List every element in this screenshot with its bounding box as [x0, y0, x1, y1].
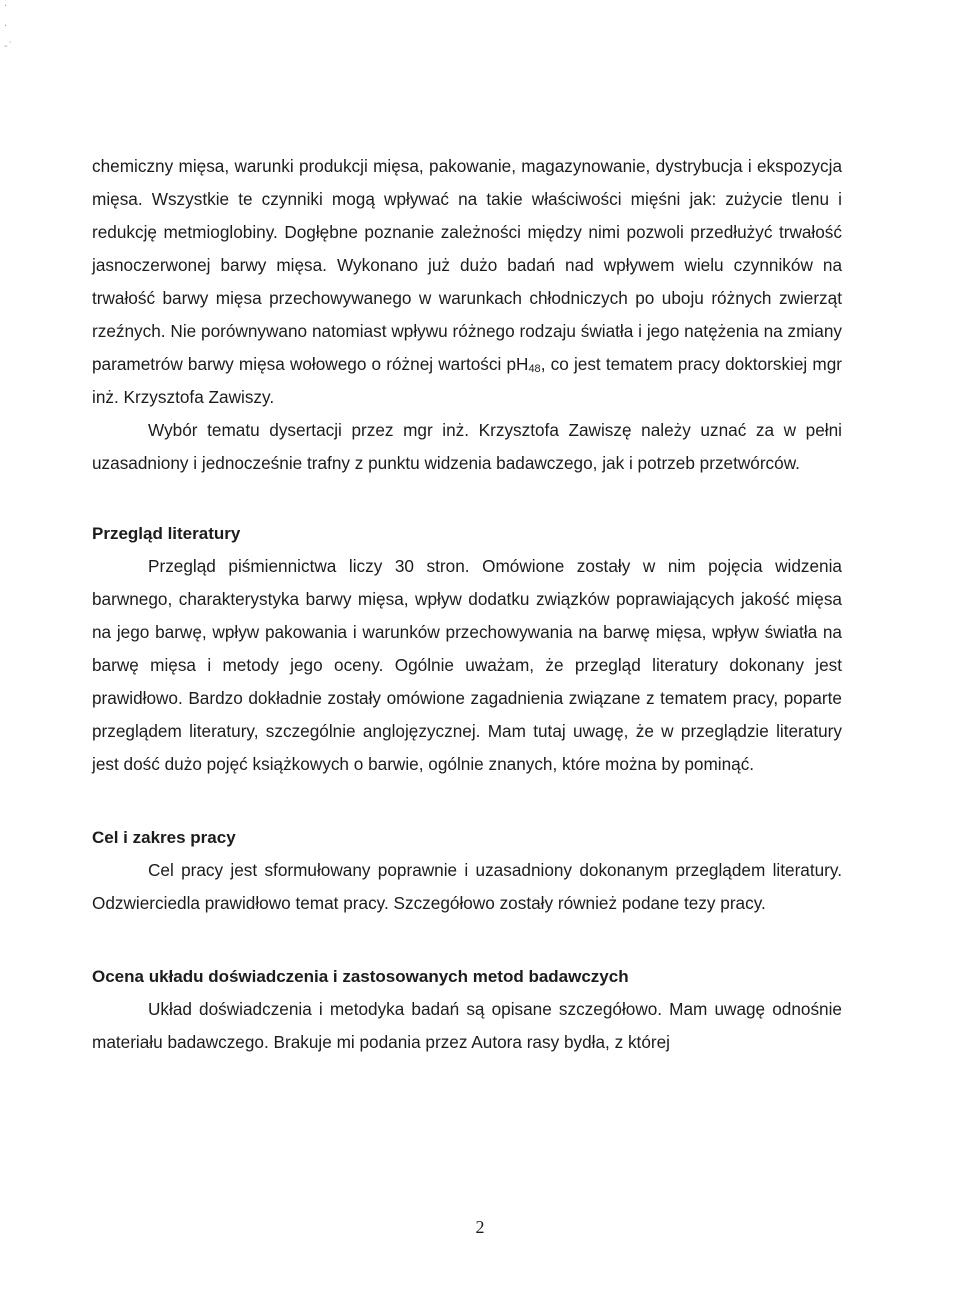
intro-text-end: , co jest tematem pracy doktorskiej mgr inż. Krzysztofa Zawiszy.	[92, 354, 843, 407]
section-heading-literature: Przegląd literatury	[92, 524, 241, 543]
document-body	[92, 150, 842, 1059]
section-body-methods: Układ doświadczenia i metodyka badań są opisane szczegółowo. Mam uwagę odnośnie materiału badawczego. Brakuje mi podania przez Autora rasy bydła, z której	[92, 999, 842, 1052]
topic-paragraph: Wybór tematu dysertacji przez mgr inż. Krzysztofa Zawiszę należy uznać za w pełni uzasadniony i jednocześnie trafny z punktu widzenia badawczego, jak i potrzeb przetwórców.	[92, 420, 842, 473]
page-number: 2	[475, 1217, 485, 1237]
intro-paragraph	[92, 150, 842, 414]
section-heading-aim: Cel i zakres pracy	[92, 828, 236, 847]
section-gap	[92, 920, 842, 960]
intro-text: chemiczny mięsa, warunki produkcji mięsa, pakowanie, magazynowanie, dystrybucja i ekspozycja mięsa. Wszystkie te czynniki mogą wpływać na takie właściwości mięśni jak: zużycie tlenu i redukcję metmioglobiny. Dogłębne poznanie zależności między nimi pozwoli przedłużyć trwałość jasnoczerwonej barwy mięsa. Wykonano już dużo badań nad wpływem wielu czynników na trwałość barwy mięsa przechowywanego w warunkach chłodniczych po uboju różnych zwierząt rzeźnych. Nie porównywano natomiast wpływu różnego rodzaju światła i jego natężenia na zmiany parametrów barwy mięsa wołowego o różnej wartości pH	[92, 156, 842, 374]
scan-specks: · · -˙	[4, 1, 13, 52]
section-heading-methods: Ocena układu doświadczenia i zastosowanych metod badawczych	[92, 967, 629, 986]
ph-subscript: 48	[528, 363, 541, 375]
section-body-aim: Cel pracy jest sformułowany poprawnie i uzasadniony dokonanym przeglądem literatury. Odzwierciedla prawidłowo temat pracy. Szczegółowo zostały również podane tezy pracy.	[92, 860, 842, 913]
section-body-literature: Przegląd piśmiennictwa liczy 30 stron. Omówione zostały w nim pojęcia widzenia barwnego, charakterystyka barwy mięsa, wpływ dodatku związków poprawiających jakość mięsa na jego barwę, wpływ pakowania i warunków przechowywania na barwę mięsa, wpływ światła na barwę mięsa i metody jego oceny. Ogólnie uważam, że przegląd literatury dokonany jest prawidłowo. Bardzo dokładnie zostały omówione zagadnienia związane z tematem pracy, poparte przeglądem literatury, szczególnie anglojęzycznej. Mam tutaj uwagę, że w przeglądzie literatury jest dość dużo pojęć książkowych o barwie, ogólnie znanych, które można by pominąć.	[92, 556, 842, 774]
section-gap	[92, 480, 842, 517]
section-gap	[92, 781, 842, 821]
